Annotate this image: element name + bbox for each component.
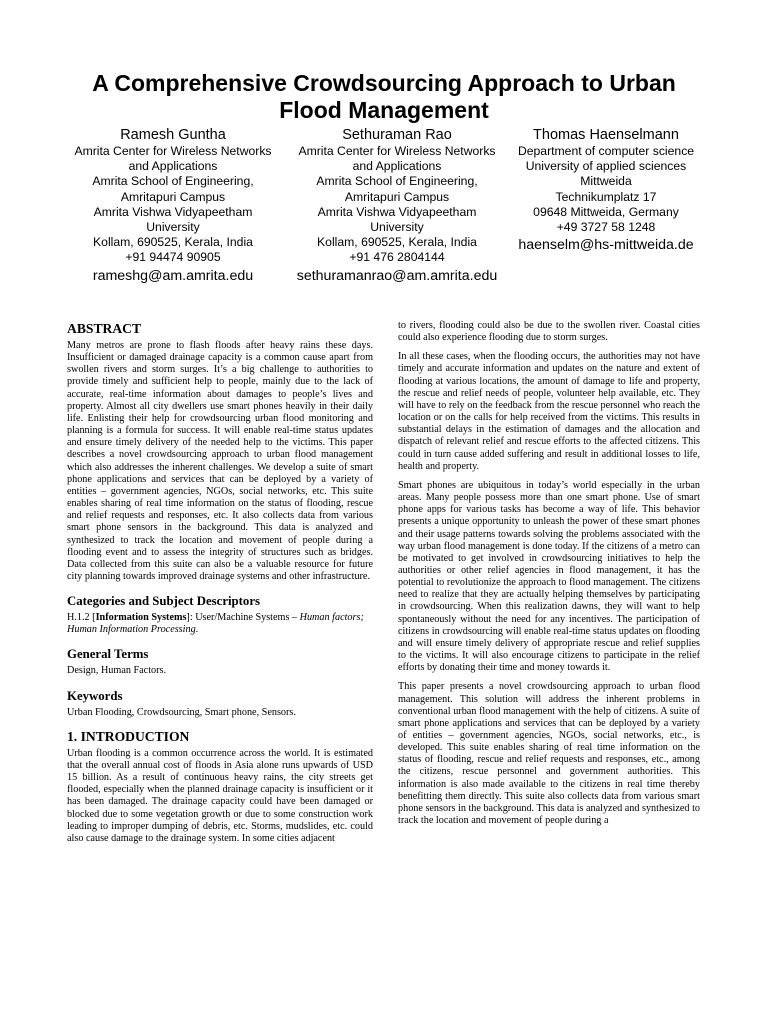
author-affiliation-line: and Applications	[128, 159, 218, 174]
author-sethuraman-rao	[286, 126, 508, 286]
author-name: Ramesh Guntha	[120, 127, 226, 143]
categories-text	[67, 612, 373, 636]
author-phone: +91 94474 90905	[125, 250, 221, 265]
body-paragraph: Smart phones are ubiquitous in today’s world especially in the urban areas. Many people possess more than one smart phone. Use of smart phone apps for various tasks has become a way of life. This behavior presents a unique opportunity to unleash the power of these smart phones and their usage patterns towards solving the problems associated with the way urban flood management is done today. If the citizens of a metro can be motivated to get involved in crowdsourcing initiatives to help the authorities or other relief agencies in flood management, it has the potential to revolutionize the approach to flood management. The citizens need to realize that they are actually helping themselves by participating in crowdsourcing. When this realization dawns, they will want to help spontaneously without the need for any incentives. The participation of citizens in crowdsourcing will enable real-time status updates on flooding and will ensure timely delivery of appropriate rescue and relief supplies to the victims. It will also encourage citizens to participate in the relief efforts by donating their time and money towards it.	[398, 479, 700, 674]
author-affiliation-line: Amrita Vishwa Vidyapeetham	[317, 204, 477, 219]
author-phone: +91 476 2804144	[349, 250, 445, 265]
author-email: haenselm@hs-mittweida.de	[518, 237, 694, 254]
author-affiliation-line: Amrita School of Engineering,	[316, 174, 478, 189]
author-affiliation-line: and Applications	[352, 159, 442, 174]
author-affiliation-line: Kollam, 690525, Kerala, India	[317, 235, 477, 250]
keywords-heading: Keywords	[67, 688, 123, 703]
author-affiliation-line: Department of computer science	[517, 144, 695, 158]
author-affiliation-line: Amritapuri Campus	[344, 189, 450, 204]
author-affiliation-line: Amrita School of Engineering,	[92, 174, 254, 189]
author-affiliation-line: Kollam, 690525, Kerala, India	[93, 235, 253, 250]
categories-end: .	[195, 624, 199, 636]
author-block	[62, 126, 722, 286]
categories-heading: Categories and Subject Descriptors	[67, 594, 260, 609]
title-line-1: A Comprehensive Crowdsourcing Approach to Urban	[92, 70, 676, 96]
author-email: rameshg@am.amrita.edu	[92, 267, 254, 284]
right-column	[398, 320, 700, 827]
categories-italic: Human factors; Human Information Processing	[67, 612, 364, 636]
keywords-text: Urban Flooding, Crowdsourcing, Smart phone, Sensors.	[67, 706, 296, 718]
author-affiliation-line: Amrita Center for Wireless Networks	[298, 144, 496, 158]
author-email: sethuramanrao@am.amrita.edu	[296, 267, 498, 284]
author-ramesh-guntha	[62, 126, 284, 286]
categories-code: H.1.2 [	[67, 612, 96, 624]
author-affiliation-line: 09648 Mittweida, Germany	[533, 204, 679, 219]
author-affiliation-line: Technikumplatz 17	[555, 189, 657, 204]
paper-title	[40, 70, 728, 124]
author-affiliation-line: Mittweida	[580, 174, 632, 189]
categories-bold: Information Systems	[95, 612, 187, 624]
author-phone: +49 3727 58 1248	[556, 220, 656, 235]
abstract-text: Many metros are prone to flash floods after heavy rains these days. Insufficient or damaged drainage capacity is a common cause apart from swollen rivers and storm surges. It’s a big challenge to authorities to provide timely and sufficient help to people, mainly due to the lack of accurate, real-time information about damages to people’s lives and property. Almost all city dwellers use smart phones heavily in their daily life. Enlisting their help for crowdsourcing urban flood monitoring and planning is a formula for success. It will enable real-time status updates and ensure timely delivery of the needed help to the victims. This paper describes a novel crowdsourcing approach to urban flood management which also addresses the inherent challenges. We develop a suite of smart phone applications and services that can be deployed by a variety of entities – government agencies, NGOs, social networks, etc. This suite enables sharing of real time information on the status of flooding, rescue and relief requests and responses, etc. It also collects data from various smart phone sensors in the background. This data is analyzed and synthesized to track the location and movement of people during a flooding event and to assess the integrity of structures such as bridges. Data collected from this suite can also be a valuable resource for future city planning towards improved drainage systems and other infrastructure.	[67, 340, 373, 582]
introduction-heading: 1. INTRODUCTION	[67, 728, 190, 744]
general-terms-text: Design, Human Factors.	[67, 665, 167, 677]
introduction-paragraph: Urban flooding is a common occurrence across the world. It is estimated that the overall annual cost of floods in Asia alone runs upwards of USD 15 billion. As a result of continuous heavy rains, the city streets get flooded, especially when the planned drainage capacity is insufficient or it has been damaged. The drainage capacity could have been damaged or blocked due to some vegetation growth or due to some construction work leading to improper dumping of debris, etc. Storms, mudslides, etc. could also cause damage to the drainage system. In some cities adjacent	[67, 747, 373, 844]
author-affiliation-line: Amrita Vishwa Vidyapeetham	[93, 204, 253, 219]
author-affiliation-line: University of applied sciences	[525, 159, 687, 174]
author-name: Thomas Haenselmann	[533, 127, 679, 143]
categories-mid: ]: User/Machine Systems –	[186, 612, 300, 624]
author-affiliation-line: University	[146, 220, 200, 235]
body-paragraph: to rivers, flooding could also be due to the swollen river. Coastal cities could also experience flooding due to storm surges.	[398, 320, 700, 344]
abstract-heading: ABSTRACT	[67, 321, 142, 336]
left-column	[67, 318, 373, 845]
author-affiliation-line: University	[370, 220, 424, 235]
author-affiliation-line: Amritapuri Campus	[120, 189, 226, 204]
body-paragraph: This paper presents a novel crowdsourcing approach to urban flood management. This solution will address the inherent problems in conventional urban flood management with the help of citizens. A suite of smart phone applications and services that can be deployed by a variety of entities – government agencies, NGOs, social networks, etc., is developed. This suite enables sharing of real time information on the status of flooding, rescue and relief requests and responses, etc., among the citizens, rescue personnel and government authorities. This information is also made available to the citizens in real time thereby benefitting them directly. This suite also collects data from various smart phone sensors in the background. This data is analyzed and synthesized to track the location and movement of people during a	[398, 681, 700, 827]
author-name: Sethuraman Rao	[342, 127, 452, 143]
author-affiliation-line: Amrita Center for Wireless Networks	[74, 144, 272, 158]
body-paragraph: In all these cases, when the flooding occurs, the authorities may not have timely and accurate information and updates on the nature and extent of flooding at various locations, the amount of damage to life and property, the rescue and relief needs of people, volunteer help available, etc. They will have to rely on the feedback from the rescue personnel who reach the location or on the calls for help received from the victims. This results in substantial delays in the estimation of damages and the allocation and dispatch of relevant relief and rescue efforts to the affected citizens. This could in turn cause added suffering and result in additional losses to life, health and property.	[398, 351, 700, 472]
author-thomas-haenselmann	[490, 126, 722, 255]
general-terms-heading: General Terms	[67, 647, 149, 662]
title-line-2: Flood Management	[279, 97, 489, 123]
